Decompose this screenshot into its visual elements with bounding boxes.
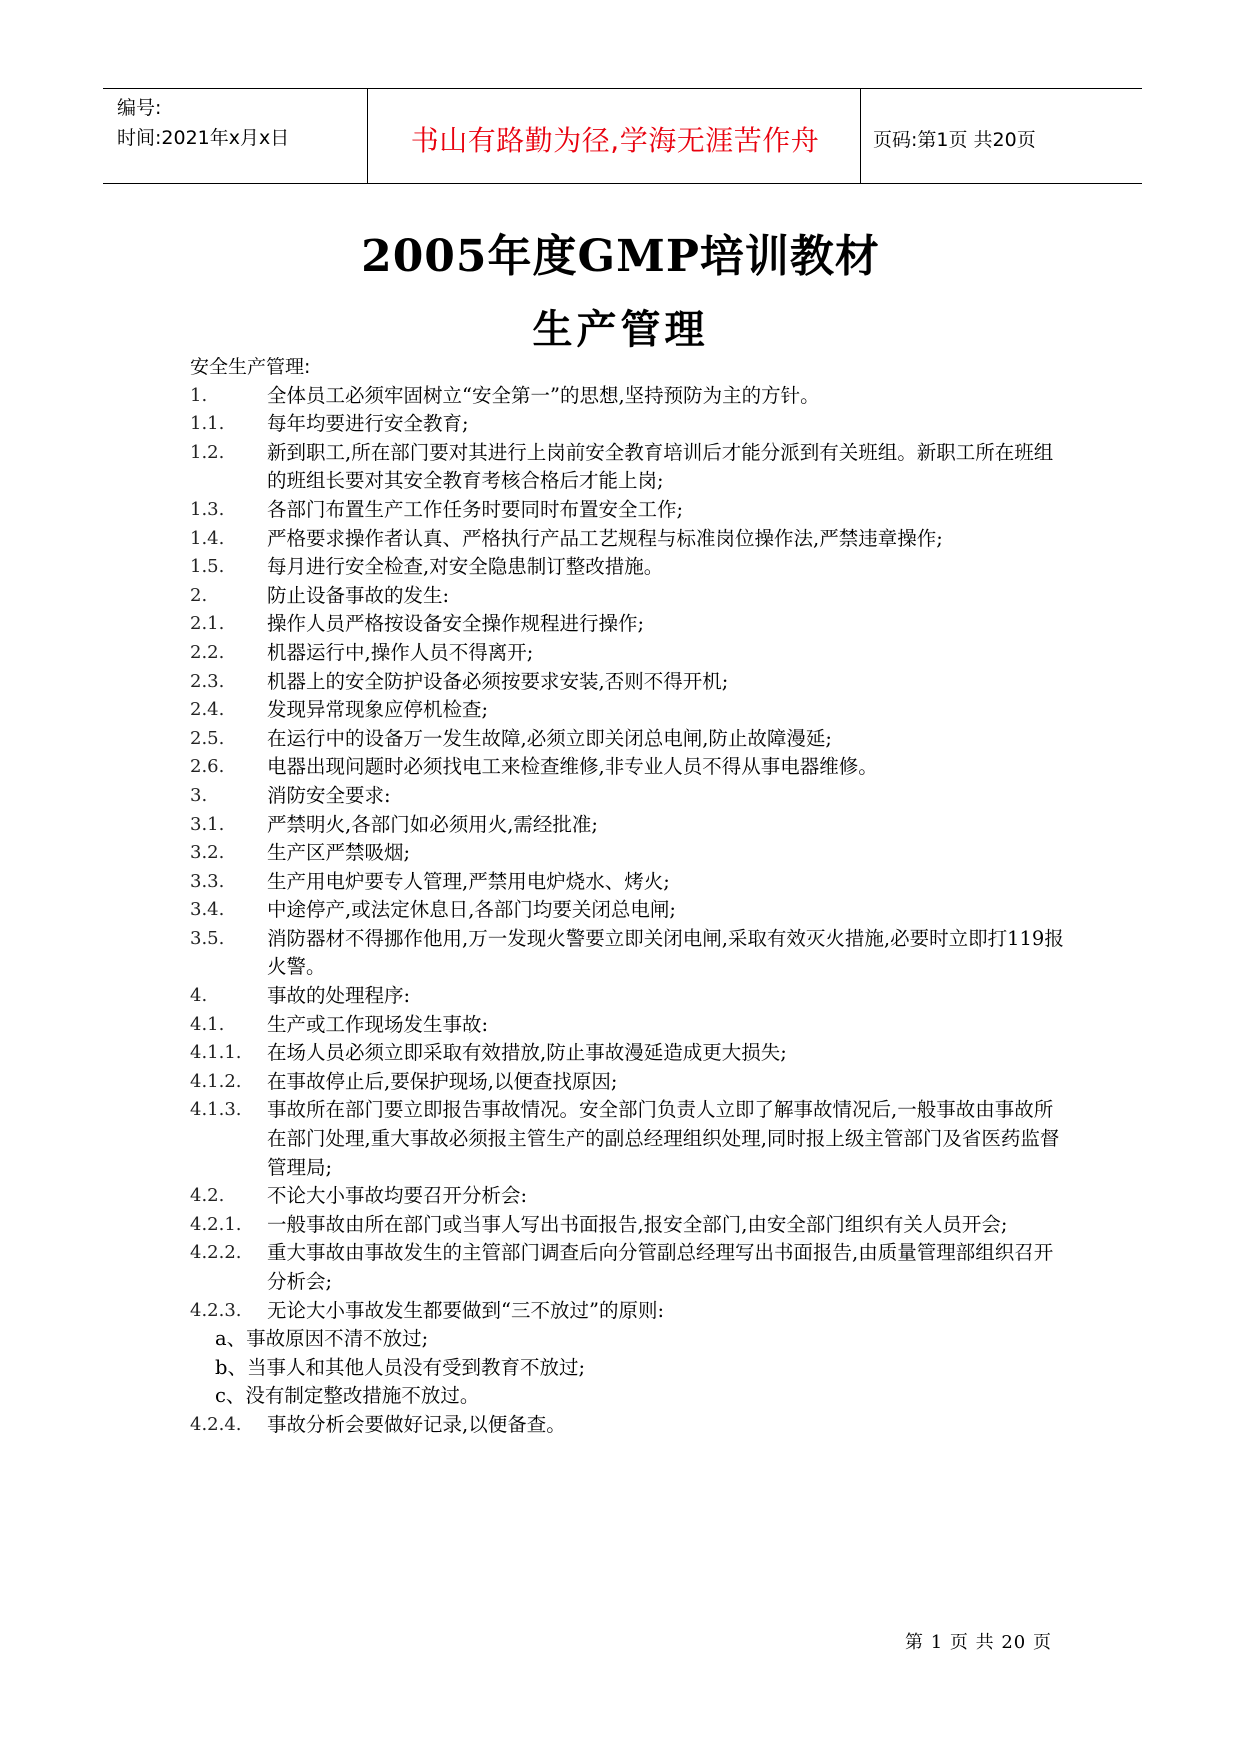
item-number: 4.1.2. [190,1070,242,1092]
item-number: 2. [190,584,208,606]
item-number: 3. [190,784,208,806]
item-number: 4.2.4. [190,1413,242,1435]
item-text: 严禁明火,各部门如必须用火,需经批准; [267,812,598,836]
list-item [190,925,1070,982]
item-number: 2.3. [190,670,225,692]
list-item [190,1211,1070,1240]
item-text: 每月进行安全检查,对安全隐患制订整改措施。 [267,555,664,579]
item-number: 4.2.2. [190,1242,242,1264]
list-item [190,1239,1070,1296]
item-number: 4.2.3. [190,1299,242,1321]
item-text: 重大事故由事故发生的主管部门调查后向分管副总经理写出书面报告,由质量管理部组织召开分析会; [267,1241,1054,1293]
item-text: 各部门布置生产工作任务时要同时布置安全工作; [267,497,684,521]
item-text: 在运行中的设备万一发生故障,必须立即关闭总电闸,防止故障漫延; [267,726,832,750]
item-number: 2.2. [190,641,225,663]
time-label: 时间:2021年x月x日 [117,127,290,149]
header-page-info: 页码:第1页 共20页 [873,129,1036,151]
item-text: 在场人员必须立即采取有效措放,防止事故漫延造成更大损失; [267,1041,787,1065]
item-text: 生产或工作现场发生事故: [267,1012,489,1036]
item-text: 全体员工必须牢固树立“安全第一”的思想,坚持预防为主的方针。 [267,383,820,407]
list-item [190,1096,1070,1182]
item-number: 3.4. [190,899,225,921]
principle-item: b、当事人和其他人员没有受到教育不放过; [215,1355,586,1379]
item-number: 2.6. [190,756,225,778]
list-item [190,1297,1070,1326]
list-item [190,1011,1070,1040]
item-text: 事故所在部门要立即报告事故情况。安全部门负责人立即了解事故情况后,一般事故由事故所在部门处理,重大事故必须报主管生产的副总经理组织处理,同时报上级主管部门及省医药监督管理局; [267,1098,1060,1179]
list-item [190,668,1070,697]
item-text: 发现异常现象应停机检查; [267,698,489,722]
header-divider-right [860,89,861,183]
item-number: 2.4. [190,699,225,721]
item-text: 机器上的安全防护设备必须按要求安装,否则不得开机; [267,669,729,693]
document-header [103,88,1142,184]
item-text: 电器出现问题时必须找电工来检查维修,非专业人员不得从事电器维修。 [267,755,878,779]
list-item [190,696,1070,725]
list-item [190,896,1070,925]
section-heading: 安全生产管理: [190,356,311,378]
list-item [190,382,1070,411]
item-number: 4.1.3. [190,1099,242,1121]
list-item [190,1182,1070,1211]
item-text: 机器运行中,操作人员不得离开; [267,640,534,664]
principle-list [190,1325,1070,1411]
item-text: 事故分析会要做好记录,以便备查。 [267,1412,566,1436]
item-number: 2.1. [190,613,225,635]
list-item [190,1068,1070,1097]
item-number: 3.3. [190,870,225,892]
item-number: 3.5. [190,927,225,949]
list-item [190,610,1070,639]
list-item [190,496,1070,525]
item-number: 1.5. [190,556,225,578]
list-item [190,410,1070,439]
document-title: 2005年度GMP培训教材 [361,231,880,282]
item-number: 1.2. [190,441,225,463]
item-text: 不论大小事故均要召开分析会: [267,1184,528,1208]
item-text: 消防安全要求: [267,783,391,807]
principle-item: a、事故原因不清不放过; [215,1327,429,1351]
list-item [190,811,1070,840]
document-body [190,353,1070,1440]
item-text: 消防器材不得挪作他用,万一发现火警要立即关闭电闸,采取有效灭火措施,必要时立即打119报火警。 [267,926,1064,979]
list-item [190,725,1070,754]
list-item [190,639,1070,668]
item-number: 2.5. [190,727,225,749]
item-text: 防止设备事故的发生: [267,583,450,607]
item-number: 3.1. [190,813,225,835]
item-number: 4.2. [190,1185,225,1207]
list-item [190,1039,1070,1068]
item-list [190,382,1070,1326]
list-item [190,582,1070,611]
list-item [190,553,1070,582]
item-text: 中途停产,或法定休息日,各部门均要关闭总电闸; [267,898,676,922]
item-number: 1. [190,384,208,406]
item-number: 4.1. [190,1013,225,1035]
item-text: 一般事故由所在部门或当事人写出书面报告,报安全部门,由安全部门组织有关人员开会; [267,1212,1008,1236]
list-item [190,525,1070,554]
item-text: 事故的处理程序: [267,984,411,1008]
item-number: 1.1. [190,413,225,435]
list-item [190,1411,1070,1440]
list-item [190,839,1070,868]
item-text: 生产区严禁吸烟; [267,841,411,865]
list-item [190,439,1070,496]
number-label: 编号: [117,97,162,119]
page-footer: 第 1 页 共 20 页 [905,1632,1052,1653]
header-motto: 书山有路勤为径,学海无涯苦作舟 [410,124,820,157]
item-text: 在事故停止后,要保护现场,以便查找原因; [267,1069,618,1093]
item-text: 无论大小事故发生都要做到“三不放过”的原则: [267,1298,665,1322]
item-number: 4.1.1. [190,1042,242,1064]
item-number: 4.2.1. [190,1213,242,1235]
list-item [190,782,1070,811]
item-number: 1.3. [190,498,225,520]
list-item [190,868,1070,897]
item-text: 新到职工,所在部门要对其进行上岗前安全教育培训后才能分派到有关班组。新职工所在班组的班组长要对其安全教育考核合格后才能上岗; [267,440,1054,493]
list-item [190,753,1070,782]
item-text: 操作人员严格按设备安全操作规程进行操作; [267,612,645,636]
item-number: 3.2. [190,842,225,864]
document-subtitle: 生产管理 [532,307,709,353]
item-text: 生产用电炉要专人管理,严禁用电炉烧水、烤火; [267,869,670,893]
list-item [190,982,1070,1011]
principle-item: c、没有制定整改措施不放过。 [215,1384,480,1408]
item-number: 4. [190,985,208,1007]
item-number: 1.4. [190,527,225,549]
item-text: 每年均要进行安全教育; [267,412,469,436]
item-text: 严格要求操作者认真、严格执行产品工艺规程与标准岗位操作法,严禁违章操作; [267,526,943,550]
header-meta [117,93,289,153]
